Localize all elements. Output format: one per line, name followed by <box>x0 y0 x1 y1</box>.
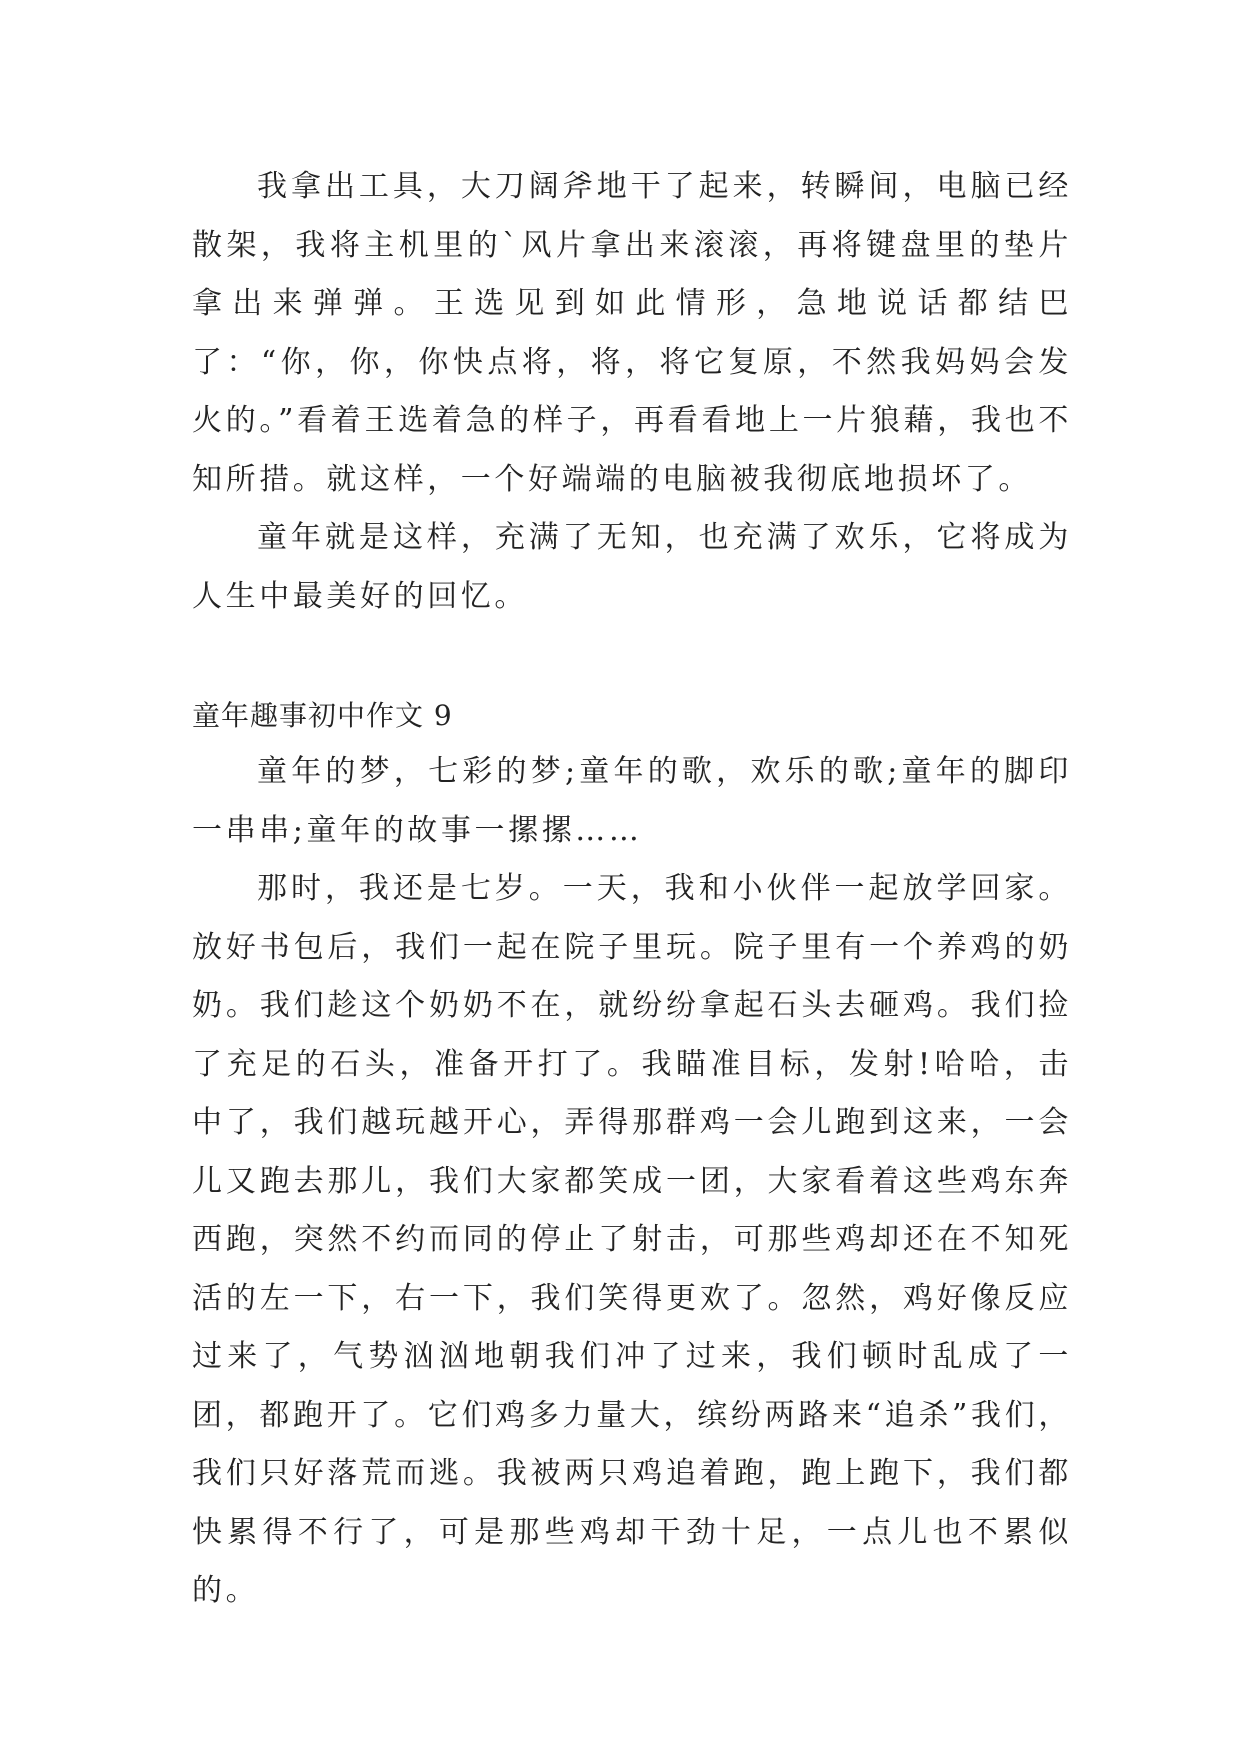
paragraph-chasing-chickens: 那时，我还是七岁。一天，我和小伙伴一起放学回家。放好书包后，我们一起在院子里玩。院子里有一个养鸡的奶奶。我们趁这个奶奶不在，就纷纷拿起石头去砸鸡。我们捡了充足的石头，准备开打了。我瞄准目标，发射!哈哈，击中了，我们越玩越开心，弄得那群鸡一会儿跑到这来，一会儿又跑去那儿，我们大家都笑成一团，大家看着这些鸡东奔西跑，突然不约而同的停止了射击，可那些鸡却还在不知死活的左一下，右一下，我们笑得更欢了。忽然，鸡好像反应过来了，气势汹汹地朝我们冲了过来，我们顿时乱成了一团，都跑开了。它们鸡多力量大，缤纷两路来“追杀”我们，我们只好落荒而逃。我被两只鸡追着跑，跑上跑下，我们都快累得不行了，可是那些鸡却干劲十足，一点儿也不累似的。 <box>192 871 1072 1608</box>
paragraph-childhood-dream: 童年的梦，七彩的梦;童年的歌，欢乐的歌;童年的脚印一串串;童年的故事一摞摞…… <box>192 754 1072 848</box>
paragraph-disassemble-computer: 我拿出工具，大刀阔斧地干了起来，转瞬间，电脑已经散架，我将主机里的`风片拿出来滚滚，再将键盘里的垫片拿出来弹弹。王选见到如此情形，急地说话都结巴了：“你，你，你快点将，将，将它复原，不然我妈妈会发火的。”看着王选着急的样子，再看看地上一片狼藉，我也不知所措。就这样，一个好端端的电脑被我彻底地损坏了。 <box>192 169 1072 497</box>
paragraph-childhood-summary: 童年就是这样，充满了无知，也充满了欢乐，它将成为人生中最美好的回忆。 <box>192 520 1072 614</box>
document-page <box>192 158 1072 1621</box>
essay-heading: 童年趣事初中作文 9 <box>192 699 453 732</box>
